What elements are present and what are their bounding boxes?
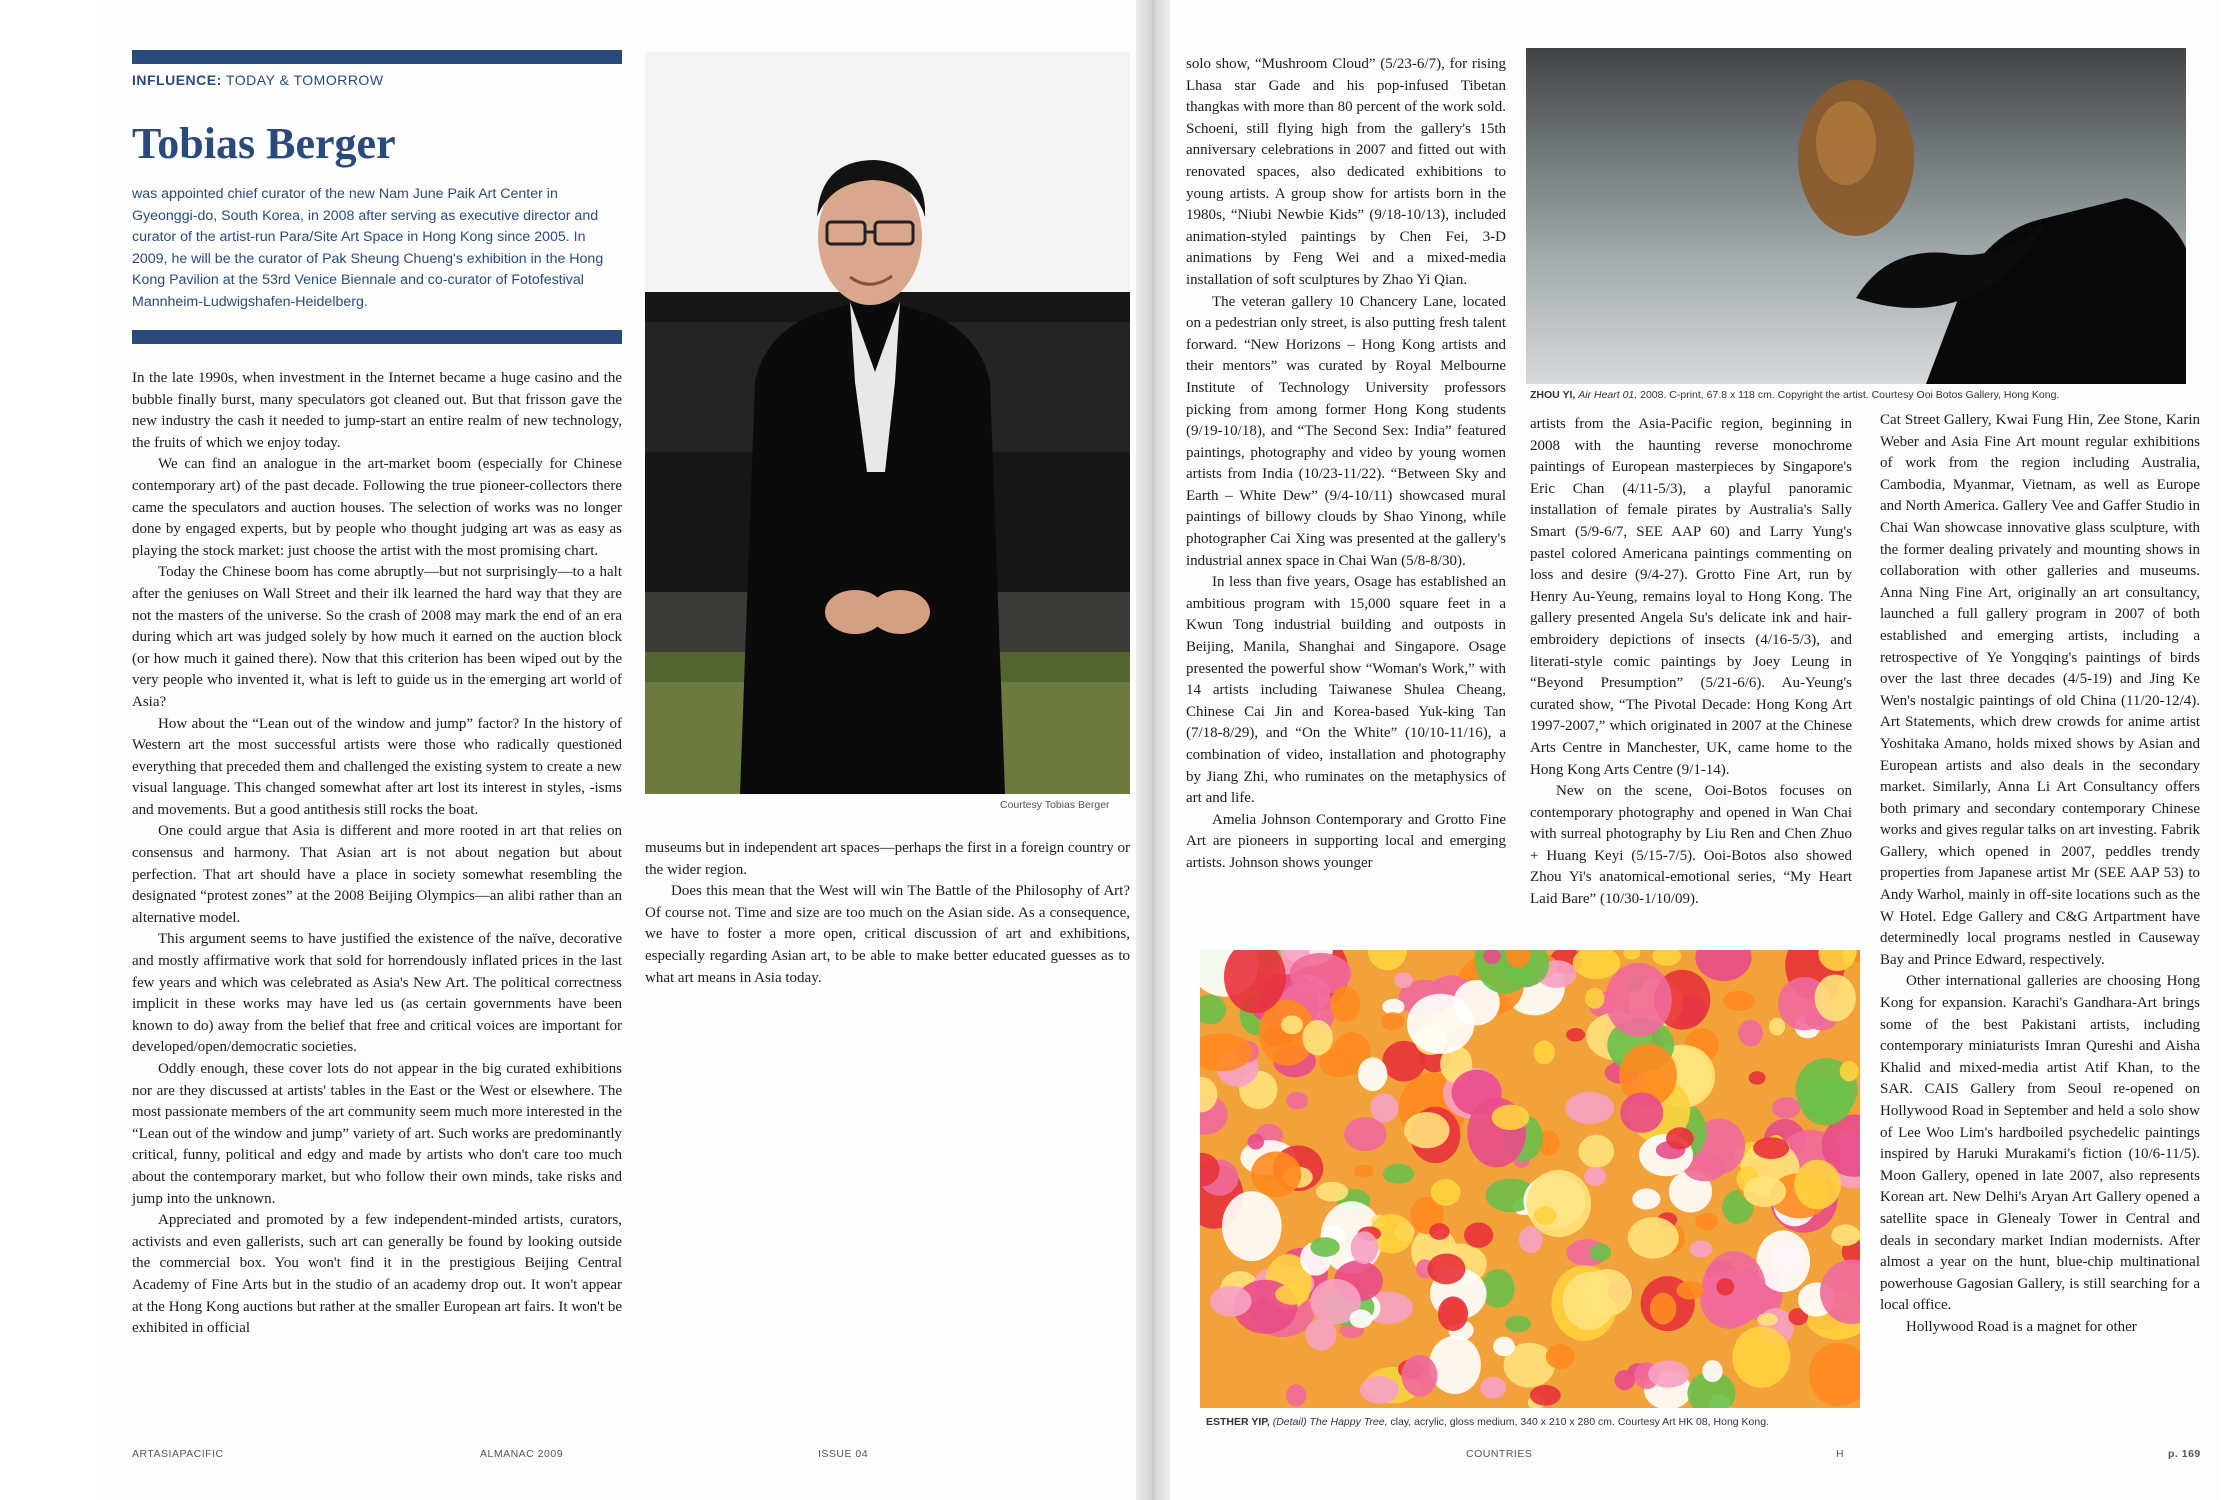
clay-figure [1480, 1377, 1506, 1399]
clay-figure [1749, 1071, 1766, 1085]
clay-figure [1648, 1361, 1689, 1388]
clay-figure [1530, 1385, 1561, 1406]
clay-figure [1222, 1191, 1282, 1261]
clay-figure [1566, 1028, 1585, 1042]
clay-figure [1286, 1384, 1306, 1406]
esther-yip-photo [1200, 950, 1860, 1408]
clay-figure [1614, 1370, 1635, 1390]
page-number: p. 169 [2168, 1448, 2201, 1460]
clay-figure [1831, 1224, 1860, 1246]
footer-almanac: ALMANAC 2009 [480, 1448, 564, 1460]
clay-figure [1493, 1337, 1515, 1356]
right-column-1 [1186, 54, 1506, 875]
paragraph: Cat Street Gallery, Kwai Fung Hin, Zee Stone, Karin Weber and Asia Fine Art mount regular exhibitions of work from the region including Australia, Cambodia, Myanmar, Vietnam, as well as Europe and North America. Gallery Vee and Gaffer Studio in Chai Wan showcase innovative glass sculpture, with the former dealing privately and mounting shows in collaboration with other galleries and museums. Anna Ning Fine Art, originally an art consultancy, launched a full gallery program in 2007 of both established and emerging artists, including a retrospective of Ye Yongqing's paintings of birds over the last three decades (4/5-19) and Jing Ke Wen's nostalgic paintings of old China (11/20-12/4). Art Statements, which drew crowds for anime artist Yoshitaka Amano, holds mixed shows by Asian and European artists and also deals in the secondary market. Similarly, Anna Li Art Consultancy offers both primary and secondary contemporary Chinese works and gives regular talks on art investing. Fabrik Gallery, which opened in 2007, peddles trendy properties from Japanese artist Mr (SEE AAP 53) to Andy Warhol, mainly in off-site locations such as the W Hotel. Edge Gallery and C&G Artpartment have determinedly local programs nestled in Causeway Bay and Prince Edward, respectively. [1880, 412, 2200, 968]
portrait-credit: Courtesy Tobias Berger [1000, 799, 1110, 811]
clay-figure [1582, 1269, 1632, 1316]
clay-figure [1330, 986, 1360, 1022]
portrait-photo [645, 52, 1130, 794]
clay-figure [1534, 1206, 1557, 1225]
esther-yip-illustration [1200, 950, 1860, 1408]
portrait-illustration [645, 52, 1130, 794]
left-column-1 [132, 368, 622, 1340]
clay-figure [1666, 1127, 1694, 1149]
clay-figure [1565, 1092, 1614, 1124]
clay-figure [1275, 1284, 1309, 1305]
paragraph: This argument seems to have justified the existence of the naïve, decorative and mostly affirmative work that sold for horrendously inflated prices in the last few years and which was celebrated as Asia's New Art. The political correctness implicit in these works may have led us (as certain governments have been known to do) away from the belief that free and critical voices are important for developed/open/democratic societies. [132, 931, 622, 1056]
footer-publication: ARTASIAPACIFIC [132, 1448, 224, 1460]
clay-figure [1286, 1092, 1308, 1109]
left-column-2 [645, 838, 1130, 989]
clay-figure [1650, 1293, 1677, 1325]
clay-figure [1351, 1231, 1379, 1264]
esther-yip-caption: ESTHER YIP, (Detail) The Happy Tree, clay, acrylic, gloss medium, 340 x 210 x 280 cm. Courtesy Art HK 08, Hong Kong. [1206, 1416, 1769, 1428]
clay-figure [1579, 1135, 1615, 1168]
zhou-yi-caption: ZHOU YI, Air Heart 01, 2008. C-print, 67.8 x 118 cm. Copyright the artist. Courtesy Ooi Botos Gallery, Hong Kong. [1530, 389, 2060, 401]
clay-figure [1427, 1254, 1465, 1285]
paragraph: The veteran gallery 10 Chancery Lane, located on a pedestrian only street, is also putting fresh talent forward. “New Horizons – Hong Kong artists and their mentors” was curated by Royal Melbourne Institute of Technology University professors picking from among former Hong Kong students (9/19-10/18), and “The Second Sex: India” featured paintings, photography and video by young women artists from India (10/23-11/22). “Between Sky and Earth – White Dew” (9/4-10/11) showcased mural paintings of billowy clouds by Shao Yinong, while photographer Cai Xing was presented at the gallery's industrial annex space in Chai Wan (5/8-8/30). [1186, 293, 1506, 569]
paragraph: Oddly enough, these cover lots do not appear in the big curated exhibitions nor are they discussed at artists' tables in the East or the West or elsewhere. The most passionate members of the art community seem much more interested in the “Lean out of the window and jump” variety of art. Such works are predominantly critical, funny, political and edgy and made by artists who don't care too much about the contemporary market, but who follow their own minds, take risks and jump into the unknown. [132, 1061, 622, 1207]
clay-figure [1732, 1326, 1790, 1387]
clay-figure [1519, 1226, 1543, 1253]
clay-figure [1358, 1057, 1387, 1091]
clay-figure [1605, 963, 1671, 1037]
clay-figure [1716, 1278, 1734, 1296]
paragraph: Does this mean that the West will win The Battle of the Philosophy of Art? Of course not. Time and size are too much on the Asian side. As a consequence, we have to foster a more open, critical discussion of art and exhibitions, especially regarding Asian art, to be able to make better educated guesses as to what art means in Asia today. [645, 883, 1130, 986]
clay-figure [1628, 1217, 1679, 1259]
clay-figure [1210, 1286, 1252, 1317]
clay-figure [1815, 975, 1856, 1022]
clay-figure [1695, 1213, 1718, 1230]
page-gutter [1136, 0, 1170, 1500]
clay-figure [1757, 1313, 1778, 1326]
clay-figure [1794, 1160, 1841, 1210]
clay-figure [1743, 1176, 1786, 1207]
clay-figure [1753, 1137, 1789, 1159]
clay-figure [1248, 1134, 1265, 1150]
clay-figure [1840, 1061, 1859, 1081]
paragraph: Appreciated and promoted by a few independent-minded artists, curators, activists and even gallerists, such art can generally be found by looking outside the commercial box. You won't find it in the prestigious Beijing Central Academy of Fine Arts but in the studio of an academy drop out. It won't appear at the Hong Kong auctions but rather at the smaller European art fairs. It won't be exhibited in official [132, 1212, 622, 1337]
paragraph: artists from the Asia-Pacific region, beginning in 2008 with the haunting reverse monochrome paintings of European masterpieces by Singapore's Eric Chan (4/11-5/3), a playful panoramic installation of female pirates by Australia's Sally Smart (5/9-6/7, SEE AAP 60) and Larry Yung's pastel colored Americana paintings commenting on loss and desire (9/4-27). Grotto Fine Art, run by Henry Au-Yeung, remains loyal to Hong Kong. The gallery presented Angela Su's delicate ink and hair-embroidery depictions of insects (4/16-5/3), and literati-style comic paintings by Joey Leung in “Beyond Presumption” (5/21-6/6). Au-Yeung's curated show, “The Pivotal Decade: Hong Kong Art 1997-2007,” which originated in 2007 at the Chinese Arts Centre in Manchester, UK, came home to the Hong Kong Arts Centre (9/1-14). [1530, 416, 1852, 778]
clay-figure [1407, 994, 1474, 1054]
section-kicker: INFLUENCE: TODAY & TOMORROW [132, 72, 384, 88]
footer-h: H [1836, 1448, 1845, 1460]
clay-figure [1394, 972, 1413, 988]
clay-figure [1584, 1167, 1606, 1186]
clay-figure [1360, 1376, 1399, 1404]
clay-figure [1534, 1040, 1555, 1064]
clay-figure [1505, 1316, 1531, 1333]
clay-figure [1677, 1281, 1704, 1300]
clay-figure [1438, 1296, 1468, 1331]
zhou-yi-photo [1526, 48, 2186, 384]
clay-figure [1350, 1310, 1373, 1329]
paragraph: solo show, “Mushroom Cloud” (5/23-6/7), for rising Lhasa star Gade and his pop-infused Tibetan thangkas with more than 80 percent of the work sold. Schoeni, still flying high from the gallery's 15th anniversary celebrations in 2007 and fitted out with renovated spaces, also dedicated exhibitions to young artists. A group show for artists born in the 1980s, “Niubi Newbie Kids” (9/18-10/13), included animation-styled paintings by Chen Fei, 3-D animations by Feng Wei and a mixed-media installation of soft sculptures by Zhao Yi Qian. [1186, 56, 1506, 288]
clay-figure [1383, 1164, 1414, 1184]
clay-figure [1402, 1355, 1438, 1397]
zhou-yi-illustration [1526, 48, 2186, 384]
top-rule [132, 50, 622, 64]
paragraph: New on the scene, Ooi-Botos focuses on contemporary photography and opened in Wan Chai with surreal photography by Liu Ren and Chen Zhuo + Huang Keyi (5/15-7/5). Ooi-Botos also showed Zhou Yi's anatomical-emotional series, “My Heart Laid Bare” (10/30-1/10/09). [1530, 783, 1852, 908]
paragraph: How about the “Lean out of the window and jump” factor? In the history of Western art the most successful artists were those who radically questioned everything that preceded them and challenged the existing system to create a new visual language. This changed somewhat after art lost its interest in styles, -isms and movements. But a good antithesis still rocks the boat. [132, 715, 622, 818]
clay-figure [1620, 1093, 1663, 1133]
clay-figure [1382, 999, 1404, 1015]
clay-figure [1302, 1020, 1332, 1055]
clay-figure [1589, 1244, 1611, 1262]
clay-figure [1316, 1182, 1348, 1202]
right-column-3 [1880, 410, 2200, 1339]
clay-figure [1251, 1152, 1301, 1198]
clay-figure [1702, 1360, 1722, 1382]
clay-figure [1381, 1012, 1404, 1030]
footer-section: COUNTRIES [1466, 1448, 1533, 1460]
clay-figure [1310, 1237, 1339, 1257]
headline: Tobias Berger [132, 119, 396, 168]
clay-figure [1404, 1112, 1450, 1148]
clay-figure [1429, 1223, 1449, 1240]
clay-figure [1585, 988, 1604, 1009]
clay-figure [1354, 1165, 1373, 1178]
paragraph: Other international galleries are choosing Hong Kong for expansion. Karachi's Gandhara-Art brings some of the best Pakistani artists, including contemporary miniaturists Imran Qureshi and Aisha Khalid and mixed-media artist Atif Khan, to the SAR. CAIS Gallery from Seoul re-opened on Hollywood Road in September and held a solo show of Lee Woo Lim's hardboiled psychedelic paintings inspired by Haruki Murakami's fiction (10/6-11/5). Moon Gallery, opened in late 2007, also represents Korean art. New Delhi's Aryan Art Gallery opened a satellite space in Glenealy Tower in Central and deals in secondary market Indian modernists. After almost a year on the hunt, blue-chip multinational powerhouse Gagosian Gallery, is still searching for a local office. [1880, 973, 2200, 1314]
clay-figure [1723, 991, 1755, 1011]
paragraph: In the late 1990s, when investment in the Internet became a huge casino and the bubble finally burst, many speculators got cleaned out. But that frisson gave the new industry the cash it needed to jump-start an entire realm of new technology, the fruits of which we enjoy today. [132, 370, 622, 451]
author-bio: was appointed chief curator of the new Nam June Paik Art Center in Gyeonggi-do, South Korea, in 2008 after serving as executive director and curator of the artist-run Para/Site Art Space in Hong Kong since 2005. In 2009, he will be the curator of Pak Sheung Chueng's exhibition in the Hong Kong Pavilion at the 53rd Venice Biennale and co-curator of Fotofestival Mannheim-Ludwigshafen-Heidelberg. [132, 186, 604, 310]
clay-figure [1738, 1020, 1763, 1047]
clay-figure [1429, 1336, 1481, 1394]
paragraph: Today the Chinese boom has come abruptly—but not surprisingly—to a halt after the geniuses on Wall Street and their ilk learned the hard way that they are not the masters of the universe. So the crash of 2008 may mark the end of an era during which art was judged solely by how much it earned on the auction block (or how much it gained there). Now that this criterion has been wiped out by the very people who invented it, what is left to guide us in the emerging art world of Asia? [132, 564, 622, 710]
clay-figure [1800, 1076, 1852, 1125]
clay-figure [1370, 1093, 1398, 1122]
clay-figure [1769, 1018, 1785, 1036]
footer-issue: ISSUE 04 [818, 1448, 869, 1460]
clay-figure [1481, 1269, 1515, 1308]
clay-figure [1464, 1222, 1493, 1247]
paragraph: In less than five years, Osage has established an ambitious program with 15,000 square feet in a Kwun Tong industrial building and outposts in Beijing, Manila, Shanghai and Singapore. Osage presented the powerful show “Woman's Work,” with 14 artists including Taiwanese Shulea Cheang, Chinese Cai Jin and Korea-based Yuk-king Tan (7/18-8/29), and “On the White” (10/10-11/16), a combination of video, installation and photography by Jiang Zhi, who ruminates on the metaphysics of art and life. [1186, 574, 1506, 807]
clay-figure [1772, 1097, 1801, 1119]
clay-figure [1281, 1015, 1303, 1034]
clay-figure [1632, 1189, 1660, 1210]
clay-figure [1546, 1344, 1575, 1369]
paragraph: We can find an analogue in the art-market boom (especially for Chinese contemporary art) of the past decade. Following the true pioneer-collectors there came the speculators and auction houses. The selection of works was no longer done by engaged experts, but by people who thought judging art was as easy as playing the stock market: just choose the artist with the most promising chart. [132, 456, 622, 559]
clay-figure [1492, 1105, 1530, 1130]
paragraph: Hollywood Road is a magnet for other [1906, 1318, 2137, 1335]
paragraph: Amelia Johnson Contemporary and Grotto Fine Art are pioneers in supporting local and emerging artists. Johnson shows younger [1186, 811, 1506, 871]
bio-rule [132, 330, 622, 344]
right-column-2 [1530, 414, 1852, 911]
clay-figure [1431, 1179, 1461, 1206]
clay-figure [1344, 1117, 1387, 1151]
clay-figure [1689, 1241, 1712, 1258]
paragraph: museums but in independent art spaces—perhaps the first in a foreign country or the wider region. [645, 840, 1130, 878]
paragraph: One could argue that Asia is different and more rooted in art that relies on consensus and harmony. That Asian art is not about negation but about perfection. That art should have a place in society somewhat resembling the designated “protest zones” at the 2008 Beijing Olympics—an alibi rather than an alternative model. [132, 823, 622, 926]
clay-figure [1527, 1170, 1592, 1237]
